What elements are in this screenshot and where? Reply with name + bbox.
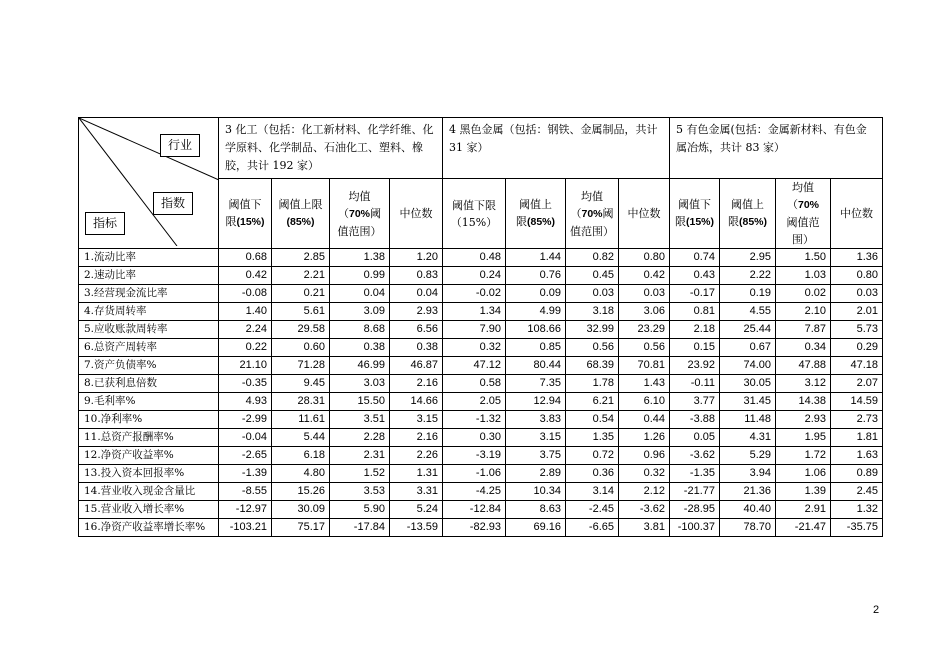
value-cell: 2.93	[776, 411, 831, 429]
indicator-label: 5.应收账款周转率	[79, 321, 219, 339]
value-cell: 46.87	[390, 357, 443, 375]
table-row	[79, 411, 883, 429]
value-cell: 0.38	[390, 339, 443, 357]
value-cell: 15.26	[272, 483, 330, 501]
value-cell: 0.32	[619, 465, 670, 483]
subheader-cell: 中位数	[831, 179, 883, 249]
value-cell: 10.34	[506, 483, 566, 501]
value-cell: 0.45	[566, 267, 619, 285]
value-cell: 3.51	[330, 411, 390, 429]
table-row	[79, 465, 883, 483]
index-axis-label: 指数	[153, 192, 193, 215]
value-cell: 2.10	[776, 303, 831, 321]
value-cell: 0.24	[443, 267, 506, 285]
value-cell: 31.45	[720, 393, 776, 411]
value-cell: 0.72	[566, 447, 619, 465]
value-cell: 69.16	[506, 519, 566, 537]
value-cell: -2.99	[219, 411, 272, 429]
value-cell: 0.80	[619, 249, 670, 267]
value-cell: 1.63	[831, 447, 883, 465]
indicator-label: 15.营业收入增长率%	[79, 501, 219, 519]
value-cell: 8.68	[330, 321, 390, 339]
subheader-cell: 阈值下 限(15%)	[219, 179, 272, 249]
value-cell: 3.09	[330, 303, 390, 321]
value-cell: 0.38	[330, 339, 390, 357]
value-cell: 2.07	[831, 375, 883, 393]
value-cell: 14.38	[776, 393, 831, 411]
value-cell: -4.25	[443, 483, 506, 501]
value-cell: 0.15	[670, 339, 720, 357]
value-cell: 1.35	[566, 429, 619, 447]
value-cell: -103.21	[219, 519, 272, 537]
value-cell: 25.44	[720, 321, 776, 339]
subheader-cell: 阈值上 限(85%)	[720, 179, 776, 249]
value-cell: 0.04	[390, 285, 443, 303]
value-cell: 11.61	[272, 411, 330, 429]
value-cell: 1.43	[619, 375, 670, 393]
subheader-cell: 阈值下限 （15%）	[443, 179, 506, 249]
value-cell: 6.21	[566, 393, 619, 411]
value-cell: -3.62	[619, 501, 670, 519]
indicator-label: 11.总资产报酬率%	[79, 429, 219, 447]
value-cell: 29.58	[272, 321, 330, 339]
value-cell: -82.93	[443, 519, 506, 537]
value-cell: 0.32	[443, 339, 506, 357]
value-cell: -12.97	[219, 501, 272, 519]
value-cell: 5.29	[720, 447, 776, 465]
indicator-label: 9.毛利率%	[79, 393, 219, 411]
value-cell: 0.03	[619, 285, 670, 303]
value-cell: -35.75	[831, 519, 883, 537]
value-cell: 11.48	[720, 411, 776, 429]
value-cell: 0.74	[670, 249, 720, 267]
table-row	[79, 519, 883, 537]
industry-axis-label: 行业	[160, 134, 200, 157]
value-cell: 0.44	[619, 411, 670, 429]
value-cell: 0.81	[670, 303, 720, 321]
value-cell: 0.02	[776, 285, 831, 303]
value-cell: 3.53	[330, 483, 390, 501]
value-cell: 1.52	[330, 465, 390, 483]
value-cell: -1.35	[670, 465, 720, 483]
value-cell: 0.30	[443, 429, 506, 447]
value-cell: 2.21	[272, 267, 330, 285]
value-cell: 3.75	[506, 447, 566, 465]
value-cell: 4.93	[219, 393, 272, 411]
value-cell: 2.26	[390, 447, 443, 465]
industry-header-nonferrous-metal: 5 有色金属(包括：金属新材料、有色金属冶炼，共计 83 家）	[670, 118, 883, 179]
table-body	[79, 249, 883, 537]
value-cell: 2.95	[720, 249, 776, 267]
value-cell: 0.68	[219, 249, 272, 267]
value-cell: -2.65	[219, 447, 272, 465]
value-cell: 5.90	[330, 501, 390, 519]
indicator-label: 6.总资产周转率	[79, 339, 219, 357]
value-cell: 1.32	[831, 501, 883, 519]
table-row	[79, 303, 883, 321]
value-cell: -13.59	[390, 519, 443, 537]
indicator-label: 2.速动比率	[79, 267, 219, 285]
value-cell: 0.34	[776, 339, 831, 357]
value-cell: 68.39	[566, 357, 619, 375]
value-cell: 0.42	[619, 267, 670, 285]
value-cell: 0.43	[670, 267, 720, 285]
value-cell: 5.44	[272, 429, 330, 447]
table-row	[79, 321, 883, 339]
table-row	[79, 483, 883, 501]
table-row	[79, 393, 883, 411]
value-cell: 14.59	[831, 393, 883, 411]
value-cell: 0.48	[443, 249, 506, 267]
value-cell: 3.18	[566, 303, 619, 321]
value-cell: 0.29	[831, 339, 883, 357]
value-cell: 2.16	[390, 429, 443, 447]
value-cell: 1.20	[390, 249, 443, 267]
table-row	[79, 429, 883, 447]
value-cell: 78.70	[720, 519, 776, 537]
value-cell: 0.60	[272, 339, 330, 357]
value-cell: 0.04	[330, 285, 390, 303]
value-cell: 1.40	[219, 303, 272, 321]
value-cell: -0.11	[670, 375, 720, 393]
industry-header-chemical: 3 化工（包括：化工新材料、化学纤维、化学原料、化学制品、石油化工、塑料、橡胶，共计 192 家）	[219, 118, 443, 179]
value-cell: 47.18	[831, 357, 883, 375]
value-cell: 0.03	[566, 285, 619, 303]
value-cell: 3.15	[506, 429, 566, 447]
value-cell: 47.88	[776, 357, 831, 375]
value-cell: 2.22	[720, 267, 776, 285]
value-cell: -1.06	[443, 465, 506, 483]
indicator-label: 13.投入资本回报率%	[79, 465, 219, 483]
value-cell: 75.17	[272, 519, 330, 537]
value-cell: 9.45	[272, 375, 330, 393]
value-cell: -0.35	[219, 375, 272, 393]
value-cell: 3.83	[506, 411, 566, 429]
value-cell: 21.10	[219, 357, 272, 375]
value-cell: 2.85	[272, 249, 330, 267]
value-cell: 21.36	[720, 483, 776, 501]
value-cell: -100.37	[670, 519, 720, 537]
subheader-cell: 均值 （70%阈 值范围）	[330, 179, 390, 249]
value-cell: 2.73	[831, 411, 883, 429]
indicator-label: 8.已获利息倍数	[79, 375, 219, 393]
value-cell: 0.89	[831, 465, 883, 483]
value-cell: 2.16	[390, 375, 443, 393]
value-cell: 1.03	[776, 267, 831, 285]
value-cell: 0.76	[506, 267, 566, 285]
subheader-cell: 阈值上限 (85%)	[272, 179, 330, 249]
value-cell: 1.50	[776, 249, 831, 267]
value-cell: 30.09	[272, 501, 330, 519]
value-cell: 1.38	[330, 249, 390, 267]
value-cell: 74.00	[720, 357, 776, 375]
value-cell: 4.99	[506, 303, 566, 321]
value-cell: 28.31	[272, 393, 330, 411]
value-cell: 3.31	[390, 483, 443, 501]
value-cell: 1.36	[831, 249, 883, 267]
value-cell: 2.89	[506, 465, 566, 483]
value-cell: 0.03	[831, 285, 883, 303]
value-cell: 3.03	[330, 375, 390, 393]
value-cell: 5.61	[272, 303, 330, 321]
indicator-label: 12.净资产收益率%	[79, 447, 219, 465]
value-cell: -1.39	[219, 465, 272, 483]
value-cell: 2.93	[390, 303, 443, 321]
indicator-label: 10.净利率%	[79, 411, 219, 429]
table-row	[79, 267, 883, 285]
value-cell: 3.77	[670, 393, 720, 411]
value-cell: -0.02	[443, 285, 506, 303]
value-cell: 0.05	[670, 429, 720, 447]
value-cell: 0.56	[619, 339, 670, 357]
value-cell: 8.63	[506, 501, 566, 519]
value-cell: 0.42	[219, 267, 272, 285]
value-cell: 6.56	[390, 321, 443, 339]
value-cell: -3.62	[670, 447, 720, 465]
value-cell: 0.80	[831, 267, 883, 285]
indicator-axis-label: 指标	[85, 212, 125, 235]
value-cell: -0.17	[670, 285, 720, 303]
value-cell: 108.66	[506, 321, 566, 339]
value-cell: -28.95	[670, 501, 720, 519]
value-cell: 0.36	[566, 465, 619, 483]
value-cell: 23.92	[670, 357, 720, 375]
value-cell: -0.08	[219, 285, 272, 303]
value-cell: -12.84	[443, 501, 506, 519]
value-cell: 4.55	[720, 303, 776, 321]
table-row	[79, 357, 883, 375]
indicator-label: 7.资产负债率%	[79, 357, 219, 375]
indicator-label: 4.存货周转率	[79, 303, 219, 321]
table-row	[79, 285, 883, 303]
value-cell: 32.99	[566, 321, 619, 339]
subheader-cell: 均值 （70%阈 值范围）	[566, 179, 619, 249]
value-cell: 30.05	[720, 375, 776, 393]
value-cell: 2.01	[831, 303, 883, 321]
value-cell: 0.54	[566, 411, 619, 429]
value-cell: 5.73	[831, 321, 883, 339]
value-cell: 1.39	[776, 483, 831, 501]
value-cell: 5.24	[390, 501, 443, 519]
indicator-label: 3.经营现金流比率	[79, 285, 219, 303]
value-cell: 23.29	[619, 321, 670, 339]
subheader-cell: 阈值下 限(15%)	[670, 179, 720, 249]
value-cell: 0.22	[219, 339, 272, 357]
value-cell: 0.99	[330, 267, 390, 285]
subheader-cell: 中位数	[390, 179, 443, 249]
value-cell: 80.44	[506, 357, 566, 375]
value-cell: 1.72	[776, 447, 831, 465]
value-cell: 1.95	[776, 429, 831, 447]
value-cell: 1.78	[566, 375, 619, 393]
table-row	[79, 501, 883, 519]
financial-indicator-table	[78, 117, 883, 537]
value-cell: 3.14	[566, 483, 619, 501]
value-cell: 0.83	[390, 267, 443, 285]
value-cell: 3.15	[390, 411, 443, 429]
value-cell: -3.19	[443, 447, 506, 465]
table-row	[79, 447, 883, 465]
value-cell: 1.31	[390, 465, 443, 483]
value-cell: 2.31	[330, 447, 390, 465]
value-cell: 3.94	[720, 465, 776, 483]
value-cell: 40.40	[720, 501, 776, 519]
value-cell: 0.82	[566, 249, 619, 267]
value-cell: 0.09	[506, 285, 566, 303]
table-row	[79, 375, 883, 393]
value-cell: 71.28	[272, 357, 330, 375]
value-cell: 7.87	[776, 321, 831, 339]
value-cell: 3.06	[619, 303, 670, 321]
value-cell: -0.04	[219, 429, 272, 447]
value-cell: -1.32	[443, 411, 506, 429]
value-cell: 6.10	[619, 393, 670, 411]
page-number: 2	[873, 604, 880, 616]
value-cell: 7.90	[443, 321, 506, 339]
table-row	[79, 339, 883, 357]
value-cell: -2.45	[566, 501, 619, 519]
value-cell: 1.06	[776, 465, 831, 483]
value-cell: 12.94	[506, 393, 566, 411]
value-cell: -21.47	[776, 519, 831, 537]
value-cell: 70.81	[619, 357, 670, 375]
value-cell: -21.77	[670, 483, 720, 501]
value-cell: 2.05	[443, 393, 506, 411]
value-cell: 1.34	[443, 303, 506, 321]
value-cell: 2.45	[831, 483, 883, 501]
value-cell: 47.12	[443, 357, 506, 375]
subheader-cell: 中位数	[619, 179, 670, 249]
industry-header-ferrous-metal: 4 黑色金属（包括：钢铁、金属制品，共计 31 家）	[443, 118, 670, 179]
indicator-label: 14.营业收入现金含量比	[79, 483, 219, 501]
value-cell: 3.81	[619, 519, 670, 537]
indicator-label: 16.净资产收益率增长率%	[79, 519, 219, 537]
value-cell: 0.56	[566, 339, 619, 357]
table-row	[79, 249, 883, 267]
value-cell: 2.91	[776, 501, 831, 519]
value-cell: 0.96	[619, 447, 670, 465]
subheader-cell: 均值 （70% 阈值范 围）	[776, 179, 831, 249]
value-cell: 2.24	[219, 321, 272, 339]
value-cell: 2.12	[619, 483, 670, 501]
value-cell: 15.50	[330, 393, 390, 411]
value-cell: 1.44	[506, 249, 566, 267]
value-cell: 2.28	[330, 429, 390, 447]
indicator-label: 1.流动比率	[79, 249, 219, 267]
value-cell: 0.19	[720, 285, 776, 303]
value-cell: 7.35	[506, 375, 566, 393]
value-cell: 3.12	[776, 375, 831, 393]
value-cell: 46.99	[330, 357, 390, 375]
value-cell: -17.84	[330, 519, 390, 537]
value-cell: 4.80	[272, 465, 330, 483]
header-diagonal-cell	[79, 118, 219, 249]
value-cell: 6.18	[272, 447, 330, 465]
value-cell: 14.66	[390, 393, 443, 411]
value-cell: 2.18	[670, 321, 720, 339]
value-cell: 1.81	[831, 429, 883, 447]
value-cell: 1.26	[619, 429, 670, 447]
value-cell: -6.65	[566, 519, 619, 537]
value-cell: -3.88	[670, 411, 720, 429]
value-cell: 0.58	[443, 375, 506, 393]
subheader-cell: 阈值上 限(85%)	[506, 179, 566, 249]
value-cell: 0.21	[272, 285, 330, 303]
value-cell: 0.85	[506, 339, 566, 357]
value-cell: 4.31	[720, 429, 776, 447]
value-cell: 0.67	[720, 339, 776, 357]
value-cell: -8.55	[219, 483, 272, 501]
